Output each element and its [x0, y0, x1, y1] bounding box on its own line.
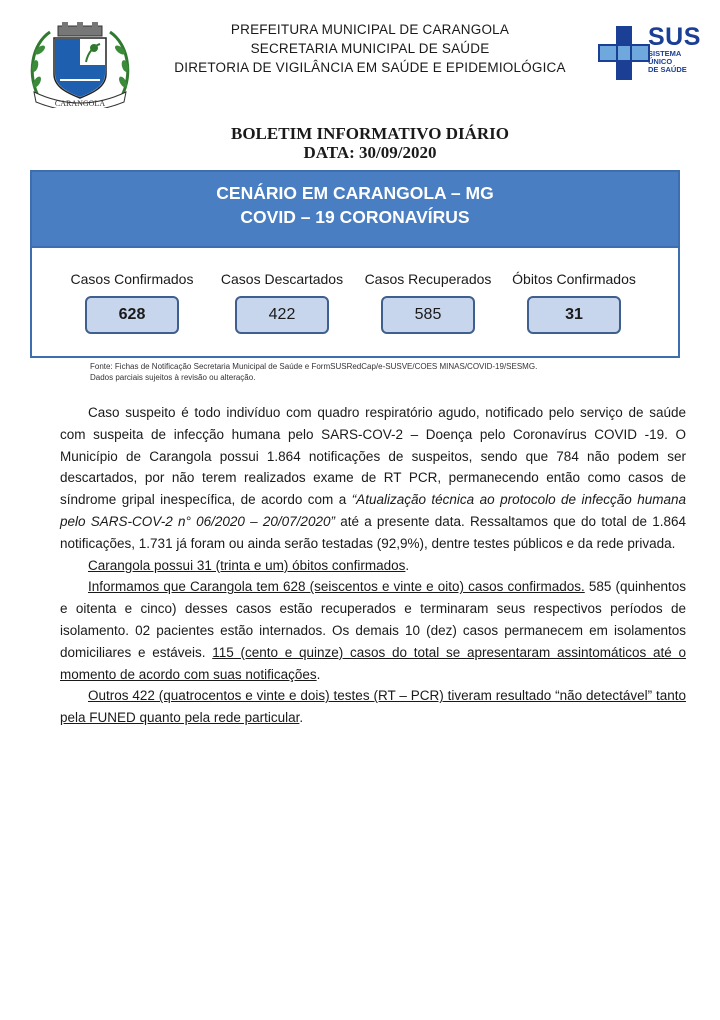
asymptomatic-statement: 115 (cento e quinze) casos do total se apresentaram assintomáticos até o momento de acordo com suas notificações — [60, 644, 687, 682]
paragraph-discarded — [60, 685, 686, 729]
header-line-2: SECRETARIA MUNICIPAL DE SAÚDE — [250, 41, 490, 56]
scenario-title-1: CENÁRIO EM CARANGOLA – MG — [216, 183, 494, 203]
paragraph-text: . — [316, 666, 321, 682]
stat-discarded — [212, 270, 352, 334]
stat-label: Casos Recuperados — [364, 271, 492, 287]
protocol-quote: “Atualização técnica ao protocolo de infecção humana pelo SARS-COV-2 n° 06/2020 – 20/07/2020” — [60, 492, 686, 529]
stat-value: 585 — [381, 296, 475, 334]
source-note — [90, 362, 670, 383]
source-line-1: Fonte: Fichas de Notificação Secretaria Municipal de Saúde e FormSUSRedCap/e-SUSVE/COES MINAS/COVID-19/SESMG. — [90, 362, 538, 371]
sus-wordmark — [648, 24, 701, 74]
header — [140, 20, 600, 77]
stat-label: Casos Confirmados — [70, 271, 194, 287]
discarded-statement: Outros 422 (quatrocentos e vinte e dois) testes (RT – PCR) tiveram resultado “não detectável” tanto pela FUNED quanto pela rede particular — [60, 688, 686, 726]
header-line-3: DIRETORIA DE VIGILÂNCIA EM SAÚDE E EPIDEMIOLÓGICA — [174, 60, 566, 75]
header-line-1: PREFEITURA MUNICIPAL DE CARANGOLA — [230, 22, 510, 37]
scenario-title-2: COVID – 19 CORONAVÍRUS — [240, 207, 470, 227]
stat-value: 628 — [85, 296, 179, 334]
paragraph-confirmed — [60, 576, 686, 685]
paragraph-text: . — [299, 710, 304, 726]
paragraph-text: Caso suspeito é todo indivíduo com quadro respiratório agudo, notificado pelo serviço de saúde com suspeita de infecção humana pelo SARS-COV-2 – Doença pelo Coronavírus COVID -19. O Município de Carangola possui 1.864 notificações de suspeitos, sendo que 784 não podem ser descartados, por não terem realizados exame de RT PCR, permanecendo então como casos de síndrome gripal inespecífica, de acordo com a — [60, 405, 686, 508]
stat-deaths — [502, 270, 646, 334]
paragraph-suspects — [60, 402, 686, 555]
stat-label: Casos Descartados — [220, 271, 344, 287]
paragraph-text: . — [405, 557, 410, 573]
deaths-statement: Carangola possui 31 (trinta e um) óbitos confirmados — [88, 557, 406, 573]
sus-subtitle-2: ÚNICO — [648, 57, 673, 66]
paragraph-deaths — [60, 555, 686, 577]
scenario-header — [32, 172, 678, 248]
stat-value: 422 — [235, 296, 329, 334]
source-line-2: Dados parciais sujeitos à revisão ou alteração. — [90, 372, 256, 382]
bulletin-title-line-1: BOLETIM INFORMATIVO DIÁRIO — [231, 124, 509, 143]
crest-label: CARANGOLA — [54, 99, 106, 108]
stat-label: Óbitos Confirmados — [512, 271, 636, 287]
sus-subtitle-3: DE SAÚDE — [648, 65, 687, 74]
municipal-crest-logo — [28, 22, 132, 108]
sus-title: SUS — [648, 23, 701, 51]
confirmed-statement: Informamos que Carangola tem 628 (seiscentos e vinte e oito) casos confirmados. — [88, 579, 585, 595]
stat-value: 31 — [527, 296, 621, 334]
sus-subtitle-1: SISTEMA — [648, 49, 682, 58]
bulletin-body — [60, 402, 686, 729]
stat-recovered — [358, 270, 498, 334]
bulletin-date: DATA: 30/09/2020 — [303, 143, 437, 162]
bulletin-title — [0, 124, 720, 162]
scenario-panel — [30, 170, 680, 358]
stat-confirmed — [62, 270, 202, 334]
paragraph-text: até a presente data. Ressaltamos que do total de 1.864 notificações, 1.731 já foram ou ainda serão testadas (92,9%), dentre testes públicos e da rede privada. — [60, 513, 686, 551]
paragraph-text: 585 (quinhentos e oitenta e cinco) desses casos estão recuperados e terminaram seus respectivos períodos de isolamento. 02 pacientes estão internados. Os demais 10 (dez) casos permanecem em isolamentos domiciliares e estáveis. — [60, 579, 687, 660]
